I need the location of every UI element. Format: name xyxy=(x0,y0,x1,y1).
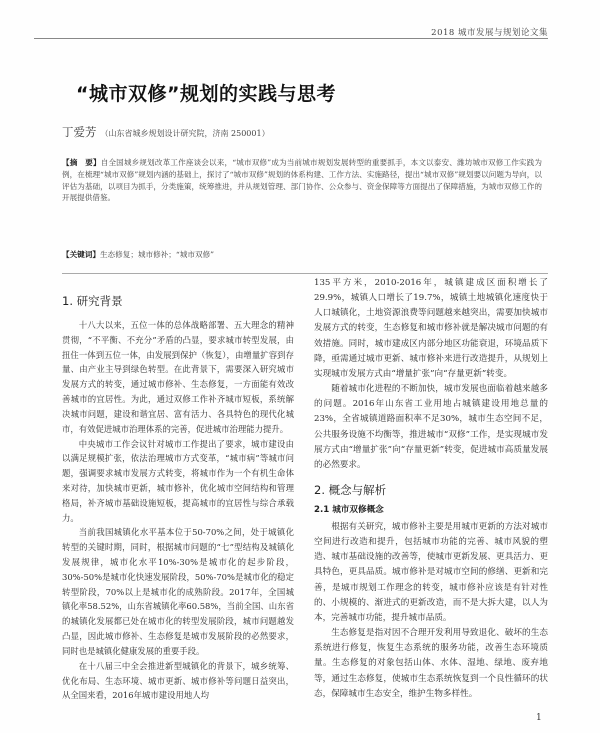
author-line xyxy=(62,124,270,140)
author-affiliation: （山东省城乡规划设计研究院，济南 250001） xyxy=(100,129,270,138)
paragraph: 在十八届三中全会推进新型城镇化的背景下，城乡统筹、优化布局、生态环境、城市更新、城市修补等问题日益突出，从全国来看，2016年城市建设用地人均 xyxy=(62,660,294,701)
keywords-label: 【关键词】 xyxy=(62,250,100,259)
section-divider xyxy=(62,273,548,274)
abstract-text: 自全国城乡规划改革工作座谈会以来，“城市双修”成为当前城市规划发展转型的重要抓手，本文以泰安、潍坊城市双修工作实践为例，在梳理“城市双修”规划内涵的基础上，探讨了“城市双修”规划的体系构建、工作方法、实施路径，提出“城市双修”规划要以问题为导向，以评估为基础，以项目为抓手，分类施策，统筹推进，并从规划管理、部门协作、公众参与、资金保障等方面提出了保障措施，为城市双修工作的开展提供借鉴。 xyxy=(62,158,542,203)
paragraph: 当前我国城镇化水平基本位于50-70%之间，处于城镇化转型的关键时期，同时，根据城市问题的“七”型结构及城镇化发展规律，城市化水平10%-30%是城市化的起步阶段，30%-50%是城市化快速发展阶段，50%-70%是城市化的稳定转型阶段，70%以上是城市化的成熟阶段。2017年，全国城镇化率58.52%，山东省城镇化率60.58%，当前全国、山东省的城镇化发展都已处在城市化的转型发展阶段，城市问题越发凸显，因此城市修补、生态修复是城市发展阶段的必然要求，同时也是城镇化健康发展的重要手段。 xyxy=(62,527,294,656)
keywords-text: 生态修复；城市修补；“城市双修” xyxy=(99,250,215,259)
author-name: 丁爱芳 xyxy=(62,125,97,139)
section-heading-concepts: 2. 概念与解析 xyxy=(314,483,387,497)
section-heading-background: 1. 研究背景 xyxy=(62,294,123,308)
abstract-label: 【摘 要】 xyxy=(62,158,101,167)
paragraph: 中央城市工作会议针对城市工作提出了要求，城市建设由以满足规模扩张，依法治理城市方式变革，“城市病”等城市问题，强调要求城市发展方式转变，将城市作为一个有机生命体来对待，加快城市更新，城市修补，优化城市空间结构和管理格局，补齐城市基础设施短板，提高城市的宜居性与综合承载力。 xyxy=(62,438,294,523)
paragraph: 随着城市化进程的不断加快，城市发展也面临着越来越多的问题。2016年山东省工业用地占城镇建设用地总量的23%，全省城镇道路面积率不足30%，城市生态空间不足，公共服务设施不均衡等，推进城市“双修”工作，是实现城市发展方式由“增量扩张”向“存量更新”转变，促进城市高质量发展的必然要求。 xyxy=(314,384,548,470)
header-rule xyxy=(34,38,548,39)
paragraph: 十八大以来，五位一体的总体战略部署、五大理念的精神贯彻，“不平衡、不充分”矛盾的凸显，要求城市转型发展，由扭住一体到五位一体，由发展到保护（恢复），由增量扩容到存量、由产业主导到绿色转型。在此背景下，需要深入研究城市发展方式的转变，通过城市修补、生态修复，一方面能有效改善城市的宜居性。为此，通过双修工作补齐城市短板，系统解决城市问题，建设和谐宜居、富有活力、各具特色的现代化城市，有效促进城市治理体系的完善，促进城市治理能力提升。 xyxy=(62,320,294,434)
right-column-top xyxy=(314,276,548,473)
left-column xyxy=(62,318,294,703)
subsection-heading: 2.1 城市双修概念 xyxy=(314,505,384,515)
abstract xyxy=(62,157,542,204)
paragraph: 生态修复是指对因不合理开发利用导致退化、破坏的生态系统进行修复，恢复生态系统的服务功能，改善生态环境质量。生态修复的对象包括山体、水体、湿地、绿地、废弃地等，通过生态修复，使城市生态系统恢复到一个良性循环的状态，保障城市生态安全，维护生物多样性。 xyxy=(314,628,548,699)
keywords xyxy=(62,249,542,260)
right-column-bottom xyxy=(314,520,548,702)
page-number: 1 xyxy=(536,713,542,723)
paragraph: 135平方米，2010-2016年，城镇建成区面积增长了29.9%，城镇人口增长了19.7%，城镇土地城镇化速度快于人口城镇化，土地资源浪费等问题越来越突出，需要加快城市发展方式的转变，生态修复和城市修补就是解决城市问题的有效措施。同时，城市建成区内部分地区功能衰退，环境品质下降，亟需通过城市更新、城市修补来进行改造提升，从规划上实现城市发展方式由“增量扩张”向“存量更新”转变。 xyxy=(314,278,548,379)
paragraph: 根据有关研究，城市修补主要是用城市更新的方法对城市空间进行改造和提升，包括城市功能的完善、城市风貌的塑造、城市基础设施的改善等，使城市更新发展、更具活力、更具特色，更具品质。城市修补是对城市空间的修缮、更新和完善，是城市规划工作理念的转变，城市修补应该是有针对性的、小规模的、渐进式的更新改造，而不是大拆大建，以人为本，完善城市功能，提升城市品质。 xyxy=(314,522,548,623)
running-header: 2018 城市发展与规划论文集 xyxy=(431,28,548,38)
paper-title: “城市双修”规划的实践与思考 xyxy=(76,83,336,105)
